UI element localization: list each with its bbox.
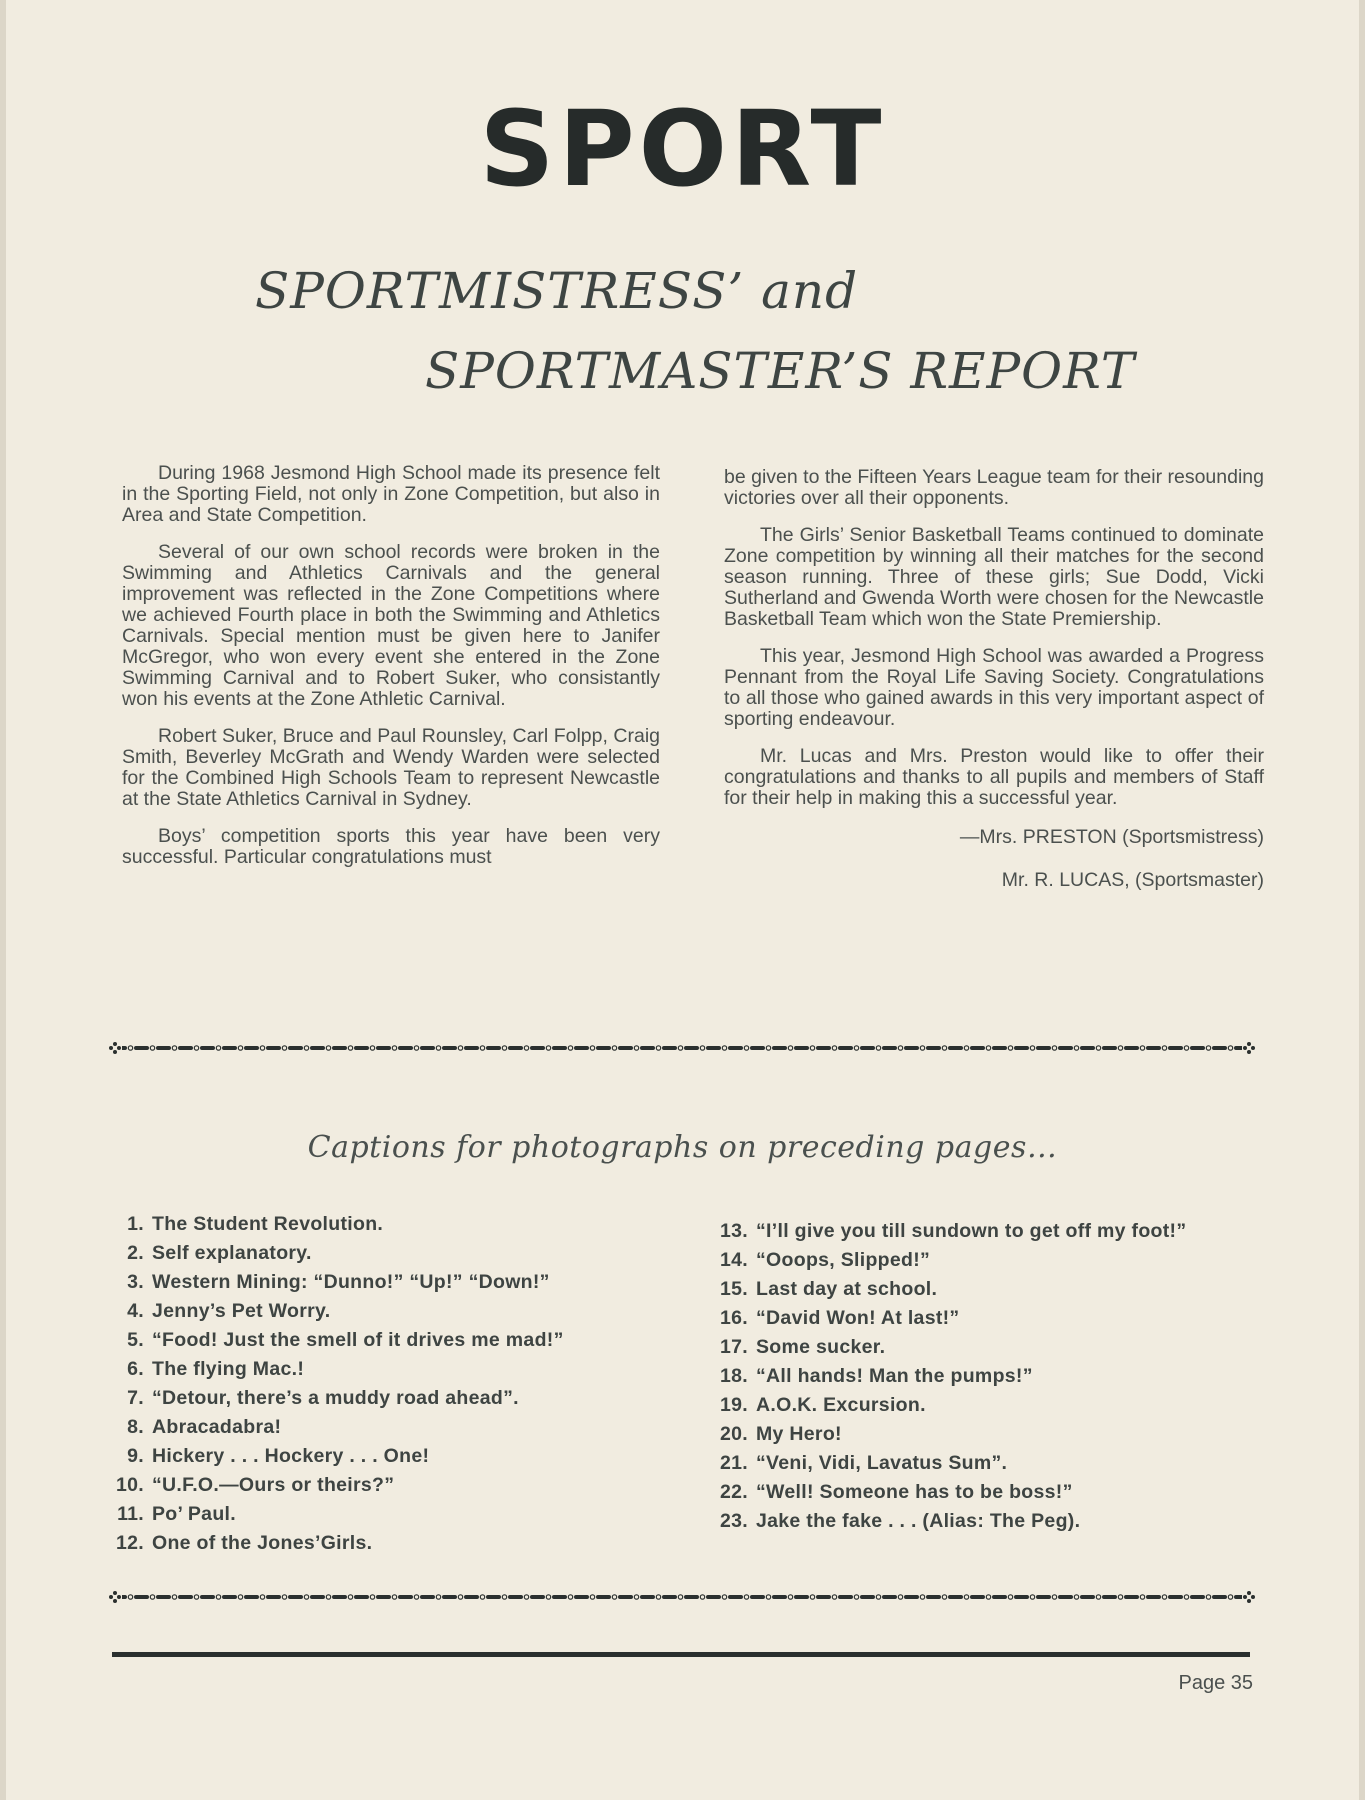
caption-item: 4. Jenny’s Pet Worry. [127, 1300, 331, 1322]
report-column-left [122, 463, 660, 884]
caption-item: 6. The flying Mac.! [127, 1358, 305, 1380]
report-paragraph: During 1968 Jesmond High School made its presence felt in the Sporting Field, not only in Zone Competition, but also in Area and State Competition. [122, 462, 660, 526]
caption-item: 12. One of the Jones’Girls. [115, 1532, 373, 1554]
ornamental-divider-bottom [108, 1590, 1256, 1604]
caption-item: 5. “Food! Just the smell of it drives me mad!” [127, 1329, 564, 1351]
captions-title: Captions for photographs on preceding pages… [307, 1130, 1058, 1165]
report-paragraph: Mr. Lucas and Mrs. Preston would like to offer their congratulations and thanks to all pupils and members of Staff for their help in making this a successful year. [724, 745, 1264, 809]
report-paragraph: be given to the Fifteen Years League team for their resounding victories over all their opponents. [724, 466, 1264, 509]
captions-list-left [112, 1210, 564, 1558]
caption-item: 7. “Detour, there’s a muddy road ahead”. [127, 1387, 519, 1409]
footer-rule [112, 1652, 1250, 1657]
signature-sportsmistress: —Mrs. PRESTON (Sportsmistress) [959, 826, 1264, 848]
captions-list-right [712, 1217, 1186, 1536]
caption-item: 9. Hickery . . . Hockery . . . One! [127, 1445, 430, 1467]
caption-item: 23. Jake the fake . . . (Alias: The Peg). [719, 1510, 1081, 1532]
caption-item: 11. Po’ Paul. [117, 1503, 236, 1525]
page-number: Page 35 [1178, 1672, 1253, 1694]
caption-item: 16. “David Won! At last!” [719, 1307, 960, 1329]
report-paragraph: This year, Jesmond High School was awarded a Progress Pennant from the Royal Life Saving Society. Congratulations to all those who gained awards in this very important aspect of sporting endeavour. [724, 645, 1264, 730]
report-paragraph: Robert Suker, Bruce and Paul Rounsley, Carl Folpp, Craig Smith, Beverley McGrath and Wendy Warden were selected for the Combined High Schools Team to represent Newcastle at the State Athletics Carnival in Sydney. [122, 725, 660, 810]
caption-item: 19. A.O.K. Excursion. [719, 1394, 926, 1416]
caption-item: 14. “Ooops, Slipped!” [719, 1249, 931, 1271]
page-edge-right [1359, 0, 1365, 1800]
caption-item: 17. Some sucker. [719, 1336, 886, 1358]
ornamental-divider-top [108, 1041, 1256, 1055]
caption-item: 10. “U.F.O.—Ours or theirs?” [115, 1474, 395, 1496]
caption-item: 8. Abracadabra! [127, 1416, 282, 1438]
report-column-right [724, 467, 1264, 891]
caption-item: 18. “All hands! Man the pumps!” [719, 1365, 1033, 1387]
page-title: SPORT [479, 88, 886, 210]
caption-item: 3. Western Mining: “Dunno!” “Up!” “Down!” [127, 1271, 550, 1293]
caption-item: 22. “Well! Someone has to be boss!” [719, 1481, 1073, 1503]
signature-sportsmaster: Mr. R. LUCAS, (Sportsmaster) [1001, 869, 1264, 891]
caption-item: 1. The Student Revolution. [127, 1213, 384, 1235]
caption-item: 13. “I’ll give you till sundown to get off my foot!” [719, 1220, 1187, 1242]
report-paragraph: Several of our own school records were broken in the Swimming and Athletics Carnivals and the general improvement was reflected in the Zone Competitions where we achieved Fourth place in both the Swimming and Athletics Carnivals. Special mention must be given here to Janifer McGregor, who won every event she entered in the Zone Swimming Carnival and to Robert Suker, who consistantly won his events at the Zone Athletic Carnival. [122, 541, 660, 710]
caption-item: 2. Self explanatory. [127, 1242, 312, 1264]
report-paragraph: Boys’ competition sports this year have been very successful. Particular congratulations must [122, 825, 660, 868]
report-paragraph: The Girls’ Senior Basketball Teams continued to dominate Zone competition by winning all their matches for the second season running. Three of these girls; Sue Dodd, Vicki Sutherland and Gwenda Worth were chosen for the Newcastle Basketball Team which won the State Premiership. [724, 524, 1264, 630]
caption-item: 20. My Hero! [719, 1423, 842, 1445]
caption-item: 21. “Veni, Vidi, Lavatus Sum”. [719, 1452, 1008, 1474]
caption-item: 15. Last day at school. [719, 1278, 938, 1300]
report-heading-line-2: SPORTMASTER’S REPORT [425, 342, 1136, 400]
page-edge-left [0, 0, 6, 1800]
report-heading-line-1: SPORTMISTRESS’ and [255, 262, 859, 320]
